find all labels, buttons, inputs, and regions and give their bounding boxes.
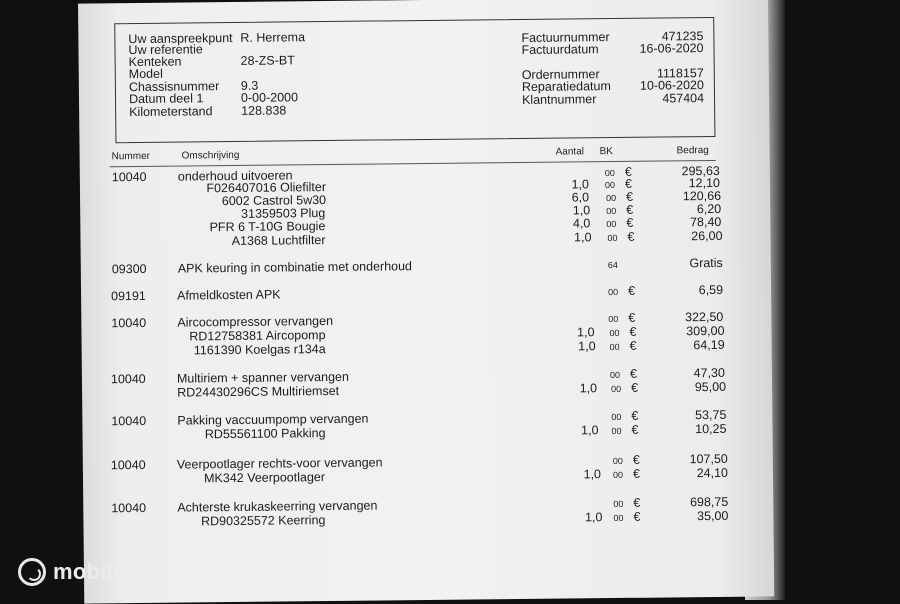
header-value: 0-00-2000 [240, 90, 299, 105]
header-label: Kilometerstand [129, 104, 213, 120]
line-currency: € [633, 495, 641, 510]
line-bk-code: 00 [609, 327, 620, 339]
line-amount: 322,50 [685, 309, 724, 325]
line-amount: Gratis [689, 255, 723, 271]
line-quantity: 1,0 [583, 467, 602, 482]
line-description: RD12758381 Aircopomp [189, 328, 326, 344]
column-header-omschrijving: Omschrijving [181, 149, 240, 162]
line-currency: € [631, 408, 639, 423]
line-description: A1368 Luchtfilter [231, 233, 326, 249]
line-quantity: 1,0 [579, 381, 598, 396]
line-number: 10040 [110, 371, 146, 387]
line-bk-code: 00 [604, 180, 616, 191]
line-bk-code: 00 [606, 205, 617, 217]
line-currency: € [632, 452, 640, 467]
line-quantity: 4,0 [572, 216, 591, 231]
line-amount: 95,00 [694, 379, 727, 395]
line-currency: € [632, 466, 640, 481]
line-quantity [540, 410, 598, 411]
header-label: Ordernummer [521, 67, 600, 82]
line-description: APK keuring in combinatie met onderhoud [177, 259, 413, 276]
header-label: Reparatiedatum [521, 79, 611, 94]
header-label: Factuurdatum [521, 42, 599, 57]
line-bk-code: 64 [607, 259, 618, 271]
line-bk-code: 00 [611, 383, 622, 395]
line-bk-code: 00 [607, 232, 618, 244]
header-value: 16-06-2020 [639, 41, 704, 56]
header-value: 128.838 [241, 103, 287, 118]
header-value: 28-ZS-BT [240, 53, 295, 68]
invoice-page [78, 0, 774, 604]
line-quantity: 1,0 [578, 339, 596, 354]
line-description: onderhoud uitvoeren [177, 168, 293, 184]
line-quantity [539, 368, 597, 369]
header-label: Kenteken [128, 54, 182, 70]
line-quantity [530, 166, 588, 167]
header-value: 457404 [662, 91, 705, 106]
line-number: 10040 [111, 413, 147, 429]
line-amount: 309,00 [686, 323, 725, 339]
header-value: R. Herrema [240, 30, 306, 45]
header-label: Factuurnummer [521, 30, 610, 45]
watermark [18, 555, 139, 589]
header-value: 471235 [661, 29, 704, 44]
line-description: F026407016 Oliefilter [206, 180, 327, 196]
line-amount: 107,50 [689, 451, 728, 467]
header-label: Datum deel 1 [128, 91, 204, 107]
line-description: Afmeldkosten APK [177, 287, 281, 303]
line-quantity: 1,0 [584, 510, 603, 525]
line-bk-code: 00 [604, 168, 615, 179]
column-header-aantal: Aantal [555, 146, 585, 158]
header-value: 10-06-2020 [639, 78, 704, 93]
line-quantity: 1,0 [577, 325, 595, 340]
line-description: Pakking vaccuumpomp vervangen [177, 411, 369, 428]
line-description: RD55561100 Pakking [204, 426, 326, 442]
line-bk-code: 00 [608, 313, 619, 325]
line-currency: € [624, 164, 632, 179]
line-currency: € [630, 380, 639, 395]
line-currency: € [626, 215, 634, 230]
line-description: Veerpootlager rechts-voor vervangen [176, 455, 383, 472]
line-bk-code: 00 [613, 512, 624, 524]
line-currency: € [629, 366, 637, 381]
line-number: 10040 [110, 457, 146, 473]
line-currency: € [627, 283, 636, 298]
line-bk-code: 00 [609, 369, 621, 381]
line-number: 09191 [111, 288, 146, 304]
header-label: Chassisnummer [128, 79, 220, 95]
line-amount: 53,75 [695, 407, 727, 423]
line-quantity [543, 497, 601, 498]
line-description: 1161390 Koelgas r134a [193, 342, 326, 358]
line-amount: 47,30 [693, 365, 725, 381]
line-quantity: 1,0 [574, 230, 592, 245]
line-amount: 295,63 [681, 163, 720, 179]
line-currency: € [628, 310, 636, 325]
line-currency: € [629, 338, 637, 353]
line-description: Multiriem + spanner vervangen [176, 369, 349, 386]
line-amount: 24,10 [696, 465, 729, 481]
line-number: 09300 [111, 261, 147, 277]
column-header-nummer: Nummer [111, 150, 151, 163]
line-description: Aircocompressor vervangen [177, 313, 334, 330]
line-description: RD24430296CS Multiriemset [177, 383, 340, 400]
line-amount: 35,00 [697, 508, 729, 524]
line-bk-code: 00 [612, 455, 623, 467]
column-header-bk: BK [599, 146, 613, 158]
line-number: 10040 [111, 169, 147, 185]
line-number: 10040 [111, 315, 147, 331]
line-bk-code: 00 [606, 192, 617, 204]
line-currency: € [624, 176, 632, 191]
line-quantity: 6,0 [571, 190, 590, 205]
line-currency: € [631, 422, 639, 437]
line-amount: 698,75 [689, 494, 729, 510]
line-currency: € [629, 324, 637, 339]
line-amount: 12,10 [688, 175, 721, 191]
line-description: RD90325572 Keerring [200, 513, 326, 529]
line-amount: 6,59 [698, 282, 724, 298]
line-amount: 6,20 [696, 201, 722, 217]
line-quantity [542, 454, 600, 455]
line-quantity: 1,0 [581, 423, 599, 438]
line-quantity: 1,0 [571, 177, 590, 192]
line-amount: 78,40 [689, 214, 722, 230]
line-description: Achterste krukaskeerring vervangen [177, 498, 378, 515]
line-bk-code: 00 [611, 411, 622, 423]
header-label: Uw referentie [128, 42, 203, 58]
line-currency: € [633, 509, 641, 524]
mobilox-logo-icon [18, 558, 46, 586]
line-amount: 26,00 [691, 228, 723, 244]
line-quantity [536, 312, 594, 313]
line-bk-code: 00 [606, 218, 617, 230]
line-description: MK342 Veerpootlager [204, 470, 326, 486]
line-quantity: 1,0 [572, 203, 591, 218]
line-bk-code: 00 [612, 469, 624, 481]
line-bk-code: 00 [613, 498, 624, 510]
header-value: 1118157 [656, 66, 704, 81]
line-currency: € [626, 202, 634, 217]
header-label: Uw aanspreekpunt [128, 30, 233, 47]
line-bk-code: 00 [611, 425, 622, 437]
header-value: 9.3 [240, 78, 259, 93]
line-currency: € [625, 189, 634, 204]
column-header-bedrag: Bedrag [676, 145, 709, 157]
line-number: 10040 [111, 500, 147, 516]
line-description: PFR 6 T-10G Bougie [209, 219, 326, 235]
line-quantity [535, 285, 593, 286]
header-label: Klantnummer [521, 92, 597, 107]
line-amount: 64,19 [693, 337, 725, 353]
line-currency: € [627, 229, 635, 244]
line-amount: 10,25 [695, 421, 727, 437]
line-amount: 120,66 [682, 188, 722, 204]
watermark-text: mobilox [53, 559, 140, 584]
line-description: 31359503 Plug [241, 206, 326, 221]
header-label: Model [128, 66, 163, 82]
line-bk-code: 00 [608, 286, 619, 298]
line-description: 6002 Castrol 5w30 [221, 193, 327, 209]
line-bk-code: 00 [609, 341, 620, 353]
line-quantity [535, 258, 593, 259]
